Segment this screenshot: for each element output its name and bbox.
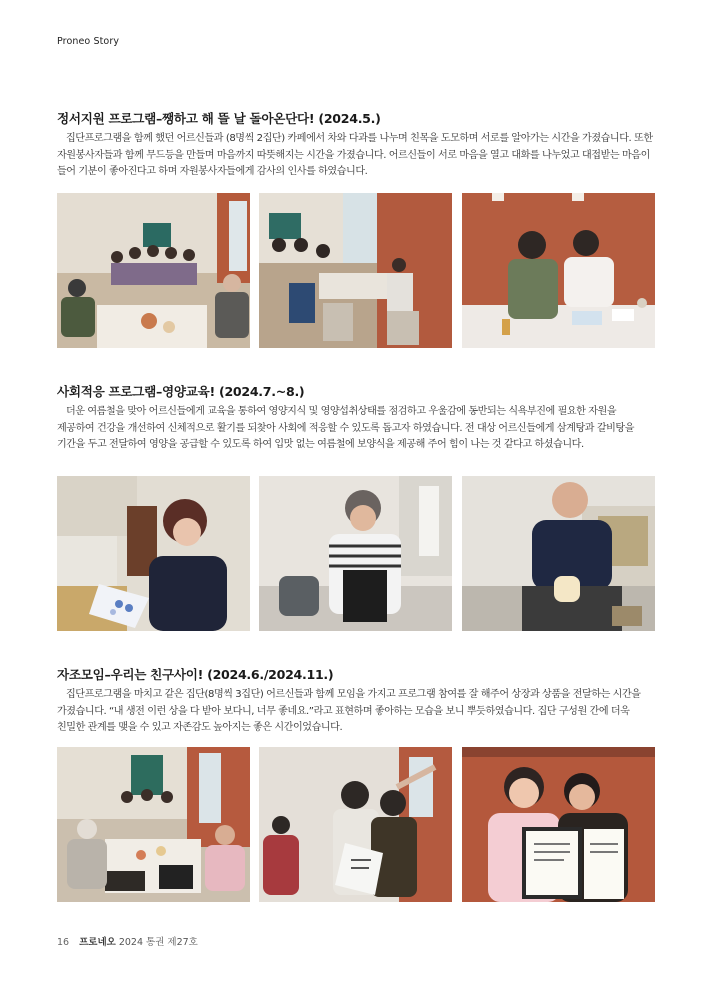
photo-certificate-ceremony xyxy=(259,747,452,902)
publication-issue: 2024 통권 제27호 xyxy=(118,937,198,948)
photo-meal-delivery xyxy=(259,476,452,631)
section-body: 집단프로그램을 마치고 같은 집단(8명씩 3집단) 어르신들과 함께 모임을 가지고 프로그램 참여를 잘 해주어 상장과 상품을 전달하는 시간을 가졌습니다. “내 생전 이런 상을 다 받아 보다니, 너무 좋네요.”라고 표현하며 좋아하는 모습을 보니 뿌듯하였습니다. 집단 구성원 간에 더욱 친밀한 관계를 맺을 수 있고 자존감도 높아지는 좋은 시간이었습니다. xyxy=(57,689,641,733)
section-nutrition-education xyxy=(57,381,655,454)
photo-group-meeting xyxy=(57,747,250,902)
section-body: 집단프로그램을 함께 했던 어르신들과 (8명씩 2집단) 카페에서 차와 다과를 나누며 친목을 도모하며 서로를 알아가는 시간을 가졌습니다. 또한 자원봉사자들과 함께 무드등을 만들며 마음까지 따뜻해지는 시간을 가졌습니다. 어르신들이 서로 마음을 열고 대화를 나누었고 대접받는 마음이 들어 기분이 좋아진다고 하며 자원봉사자들에게 감사의 인사를 하였습니다. xyxy=(57,133,653,177)
photo-row-emotional-support xyxy=(57,193,655,348)
photo-senior-with-meal xyxy=(462,476,655,631)
publication-info xyxy=(79,934,198,948)
photo-award-certificate xyxy=(462,747,655,902)
page-number: 16 xyxy=(57,937,70,948)
page-footer xyxy=(57,934,198,948)
section-self-help-group xyxy=(57,664,655,737)
section-emotional-support xyxy=(57,108,655,181)
photo-row-nutrition-education xyxy=(57,476,655,631)
section-title: 정서지원 프로그램–쨍하고 해 뜰 날 돌아온단다! (2024.5.) xyxy=(57,111,381,126)
section-body: 더운 여름철을 맞아 어르신들에게 교육을 통하여 영양지식 및 영양섭취상태를 점검하고 우울감에 동반되는 식욕부진에 필요한 자원을 제공하여 건강을 개선하여 신체적으로 활기를 되찾아 사회에 적응할 수 있도록 돕고자 하였습니다. 전 대상 어르신들에게 삼계탕과 갈비탕을 기간을 두고 전달하여 영양을 공급할 수 있도록 하여 입맛 없는 여름철에 보양식을 제공해 주어 힘이 나는 것 같다고 하셨습니다. xyxy=(57,406,635,450)
photo-volunteer-activity xyxy=(259,193,452,348)
page-header-label: Proneo Story xyxy=(57,36,120,47)
publication-name: 프로네오 xyxy=(79,937,116,948)
photo-mood-lamp-making xyxy=(462,193,655,348)
section-title: 자조모임–우리는 친구사이! (2024.6./2024.11.) xyxy=(57,667,334,682)
photo-row-self-help-group xyxy=(57,747,655,902)
photo-reading-pamphlet xyxy=(57,476,250,631)
section-title: 사회적응 프로그램–영양교육! (2024.7.~8.) xyxy=(57,384,305,399)
photo-cafe-gathering xyxy=(57,193,250,348)
